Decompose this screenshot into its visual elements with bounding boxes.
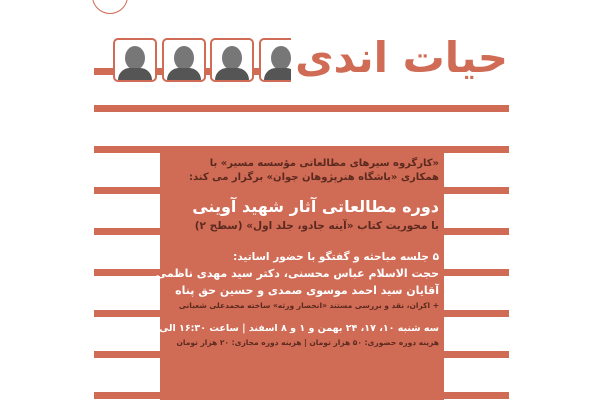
poster-title: حیات اندی (291, 28, 508, 88)
course-subtitle: با محوریت کتاب «آینه جادو، جلد اول» (سطح ۲) (194, 220, 439, 232)
decorative-circle (92, 0, 128, 14)
intro-line: همکاری «باشگاه هنرپژوهان جوان» برگزار می کند: (188, 172, 439, 183)
stripe (94, 105, 509, 112)
poster-content (144, 150, 439, 347)
course-title: دوره مطالعاتی آثار شهید آوینی (192, 197, 439, 216)
sessions-line: ۵ جلسه مباحثه و گفتگو با حضور اساتید: (233, 251, 439, 263)
speaker-photo (162, 38, 206, 82)
schedule-line: سه شنبه ۱۰، ۱۷، ۲۴ بهمن و ۱ و ۸ اسفند | ساعت ۱۶:۳۰ الی ۱۸ (144, 323, 439, 334)
speaker-photo (113, 38, 157, 82)
teachers-line: حجت الاسلام عباس محسنی، دکتر سید مهدی ناظمی (155, 267, 439, 280)
intro-line: «کارگروه سیرهای مطالعاتی مؤسسه مسیر» با (209, 158, 439, 169)
teachers-line: آقایان سید احمد موسوی صمدی و حسین حق پناه (175, 284, 439, 297)
cost-line: هزینه دوره حضوری: ۵۰ هزار تومان | هزینه دوره مجازی: ۲۰ هزار تومان (176, 338, 439, 347)
screening-line: + اکران، نقد و بررسی مستند «انحصار ورثه» ساخته محمدعلی شعبانی (178, 301, 439, 310)
speaker-photo (210, 38, 254, 82)
